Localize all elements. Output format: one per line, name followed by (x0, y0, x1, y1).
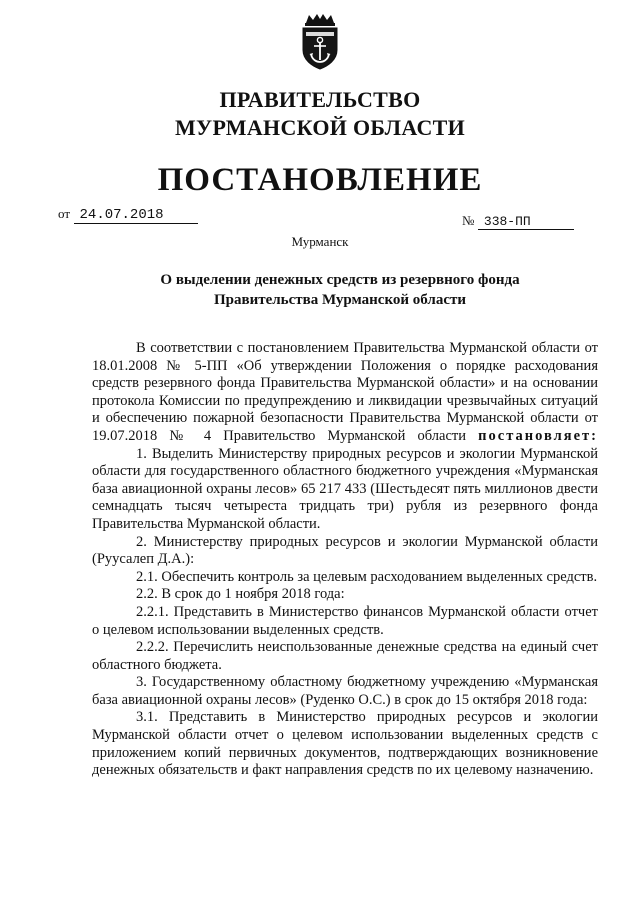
document-number (462, 213, 574, 230)
paragraph-3: 3. Государственному областному бюджетному учреждению «Мурманская база авиационной охраны лесов» (Руденко О.С.) в срок до 15 октября 2018 года: (92, 674, 598, 708)
preamble-text: В соответствии с постановлением Правительства Мурманской области от 18.01.2008 № 5-ПП «Об утверждении Положения о порядке расходования средств резервного фонда Правительства Мурманской области» и на основании протокола Комиссии по предупреждению и ликвидации чрезвычайных ситуаций и обеспечению пожарной безопасности Правительства Мурманской области от 19.07.2018 № 4 Правительство Мурманской области (92, 340, 598, 444)
number-value: 338-ПП (478, 214, 574, 230)
city-name: Мурманск (291, 234, 349, 249)
paragraph-1: 1. Выделить Министерству природных ресурсов и экологии Мурманской области для государственного областного бюджетного учреждения «Мурманская база авиационной охраны лесов» 65 217 433 (Шестьдесят пять миллионов двести семнадцать тысяч четыреста тридцать три) рубля из резервного фонда Правительства Мурманской области. (92, 445, 598, 532)
paragraph-2: 2. Министерству природных ресурсов и экологии Мурманской области (Руусалеп Д.А.): (92, 533, 598, 568)
resolves-word: постановляет: (478, 427, 598, 444)
number-prefix: № (462, 213, 475, 228)
government-title-line1: ПРАВИТЕЛЬСТВО (219, 87, 421, 112)
document-body (92, 340, 598, 780)
date-prefix: от (58, 206, 71, 221)
government-title-line2: МУРМАНСКОЙ ОБЛАСТИ (174, 115, 466, 140)
paragraph-2-1: 2.1. Обеспечить контроль за целевым расходованием выделенных средств. (136, 568, 598, 585)
subject-line1: О выделении денежных средств из резервного фонда (160, 272, 520, 288)
preamble-paragraph (92, 340, 598, 446)
document-type: ПОСТАНОВЛЕНИЕ (157, 162, 483, 198)
paragraph-2-2-1: 2.2.1. Представить в Министерство финансов Мурманской области отчет о целевом использовании выделенных средств. (92, 603, 598, 638)
document-subject (0, 270, 640, 310)
paragraph-3-1: 3.1. Представить в Министерство природных ресурсов и экологии Мурманской области отчет о целевом использовании выделенных средств с приложением копий первичных документов, подтверждающих возникновение денежных обязательств и факт направления средств по их целевому назначению. (92, 709, 598, 779)
coat-of-arms-icon (297, 12, 343, 70)
paragraph-2-2-2: 2.2.2. Перечислить неиспользованные денежные средства на единый счет областного бюджета. (92, 639, 598, 673)
government-title (0, 86, 640, 142)
date-value: 24.07.2018 (74, 207, 198, 224)
document-date (58, 206, 198, 224)
subject-line2: Правительства Мурманской области (213, 292, 467, 308)
paragraph-2-2: 2.2. В срок до 1 ноября 2018 года: (136, 586, 345, 603)
